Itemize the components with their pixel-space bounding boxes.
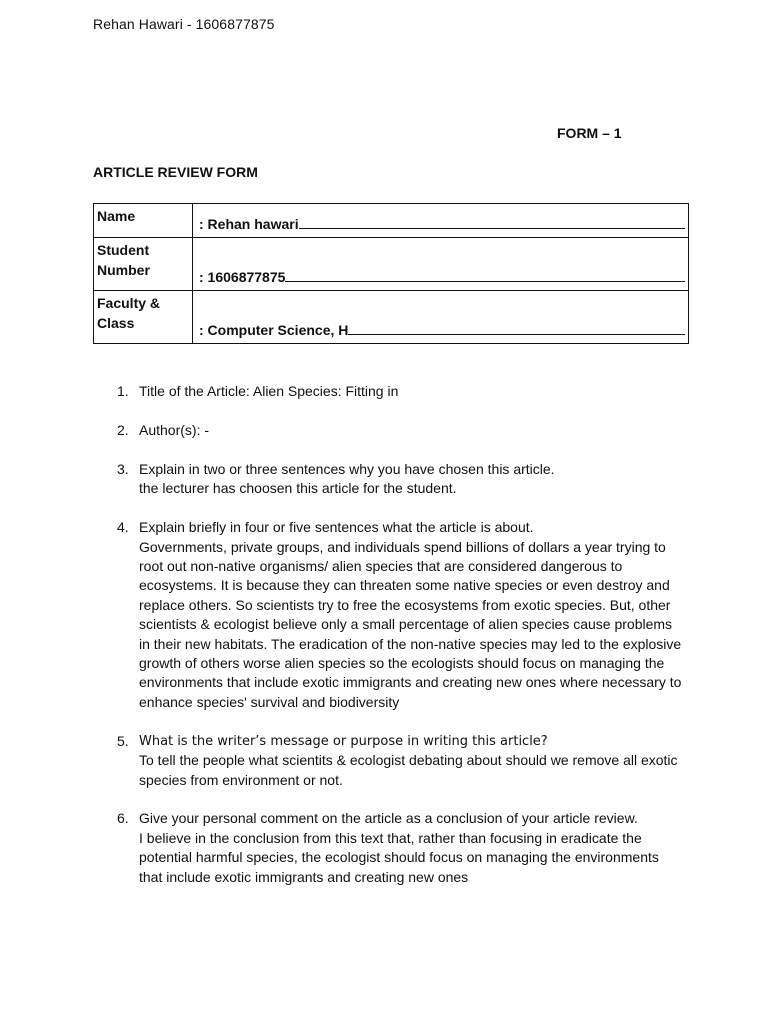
name-value: : Rehan hawari <box>199 216 299 232</box>
author-header: Rehan Hawari - 1606877875 <box>93 16 275 32</box>
question-text: Give your personal comment on the article as a conclusion of your article review. <box>139 810 638 827</box>
question-number: 6. <box>117 810 129 827</box>
answer-text: To tell the people what scientits & ecologist debating about should we remove all exotic species from environment or not. <box>139 752 678 788</box>
question-text: Title of the Article: Alien Species: Fitting in <box>139 383 399 399</box>
form-title: ARTICLE REVIEW FORM <box>93 164 258 180</box>
question-text: What is the writer’s message or purpose in writing this article? <box>139 733 548 749</box>
faculty-class-value: : Computer Science, H <box>199 322 349 338</box>
answer-text: I believe in the conclusion from this text that, rather than focusing in eradicate the potential harmful species, the ecologist should focus on managing the environments that include exotic immigrants and creating new ones <box>139 829 659 885</box>
student-number-label: Student Number <box>94 238 193 291</box>
faculty-class-underline <box>348 320 685 335</box>
student-info-table <box>93 203 689 344</box>
question-number: 5. <box>117 732 129 749</box>
name-value-cell <box>193 204 689 238</box>
faculty-class-value-cell <box>193 291 689 344</box>
name-label: Name <box>94 204 193 238</box>
name-underline <box>299 214 685 229</box>
question-item-3 <box>93 460 683 499</box>
question-item-2 <box>93 421 683 440</box>
question-number: 2. <box>117 421 129 438</box>
answer-text: the lecturer has choosen this article for the student. <box>139 480 457 497</box>
question-number: 3. <box>117 460 129 477</box>
question-item-1 <box>93 382 683 401</box>
student-number-value-cell <box>193 238 689 291</box>
table-row-faculty-class <box>94 291 689 344</box>
student-number-underline <box>285 267 685 282</box>
student-number-value: : 1606877875 <box>199 269 286 285</box>
faculty-class-label: Faculty & Class <box>94 291 193 344</box>
question-item-5 <box>93 732 683 790</box>
answer-text: Governments, private groups, and individuals spend billions of dollars a year trying to root out non-native organisms/ alien species that are considered dangerous to ecosystems. It is because they can threaten some native species or even destroy and replace others. So scientists try to free the ecosystems from exotic species. But, other scientists & ecologist believe only a small percentage of alien species cause problems in their new habitats. The eradication of the non-native species may led to the explosive growth of others worse alien species so the ecologists should focus on managing the environments that include exotic immigrants and creating new ones where necessary to enhance species' survival and biodiversity <box>139 538 682 710</box>
question-item-4 <box>93 518 683 712</box>
question-list <box>93 382 683 907</box>
question-number: 4. <box>117 519 129 536</box>
question-text: Explain briefly in four or five sentences what the article is about. <box>139 519 534 536</box>
question-item-6 <box>93 809 683 887</box>
question-text: Author(s): - <box>139 421 210 438</box>
question-text: Explain in two or three sentences why you have chosen this article. <box>139 460 555 477</box>
question-number: 1. <box>117 383 129 399</box>
table-row-name <box>94 204 689 238</box>
table-row-student-number <box>94 238 689 291</box>
form-number: FORM – 1 <box>557 125 622 141</box>
